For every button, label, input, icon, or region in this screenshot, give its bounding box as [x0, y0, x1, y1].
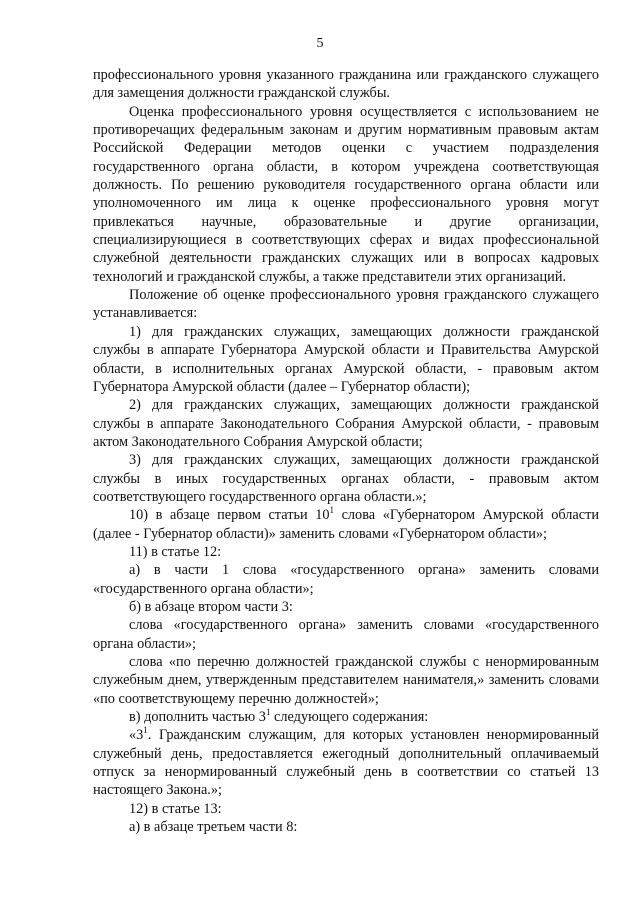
amendment-10 — [93, 506, 599, 543]
list-item-1: 1) для гражданских служащих, замещающих должности гражданской службы в аппарате Губернатора Амурской области и Правительства Амурской области, в исполнительных органах Амурской области, - правовым актом Губернатора Амурской области (далее – Губернатор области); — [93, 323, 599, 395]
new-part-3-1-text-cont: . Гражданским служащим, для которых установлен ненормированный служебный день, предоставляется ежегодный дополнительный оплачиваемый отпуск за ненормированный служебный день в соответствии со статьей 13 настоящего Закона.»; — [93, 727, 599, 799]
list-item-3: 3) для гражданских служащих, замещающих должности гражданской службы в иных государственных органах области, - правовым актом соответствующего государственного органа области.»; — [93, 452, 599, 505]
amendment-11b: б) в абзаце втором части 3: — [129, 598, 293, 615]
amendment-11v — [93, 708, 599, 726]
paragraph-regulation-intro: Положение об оценке профессионального уровня гражданского служащего устанавливается: — [93, 287, 599, 322]
amendment-11b-words-2: слова «по перечню должностей гражданской службы с ненормированным служебным днем, утвержденным представителем нанимателя,» заменить словами «по соответствующему перечню должностей»; — [93, 654, 599, 707]
paragraph-assessment-methods: Оценка профессионального уровня осуществляется с использованием не противоречащих федеральным законам и другим нормативным правовым актам Российской Федерации методов оценки с участием подразделения государственного органа области, в котором учреждена соответствующая должность. По решению руководителя государственного органа области или уполномоченного им лица к оценке профессионального уровня могут привлекаться научные, образовательные и другие организации, специализирующиеся в соответствующих сферах и видах профессиональной служебной деятельности гражданских служащих или в вопросах кадровых технологий и гражданской службы, а также представители этих организаций. — [93, 103, 599, 285]
superscript: 1 — [329, 505, 334, 516]
superscript: 1 — [265, 707, 271, 718]
amendment-10-text-cont: слова «Губернатором Амурской области (далее - Губернатор области)» заменить словами «Губернатором области»; — [93, 507, 599, 542]
amendment-11b-words-1: слова «государственного органа» заменить словами «государственного органа области»; — [93, 617, 599, 652]
amendment-12: 12) в статье 13: — [129, 800, 222, 817]
page-number: 5 — [316, 36, 324, 51]
list-item-2: 2) для гражданских служащих, замещающих должности гражданской службы в аппарате Законодательного Собрания Амурской области, - правовым актом Законодательного Собрания Амурской области; — [93, 397, 599, 450]
amendment-11a: а) в части 1 слова «государственного органа» заменить словами «государственного органа области»; — [93, 562, 599, 597]
new-part-3-1 — [93, 726, 599, 799]
amendment-11v-text: в) дополнить частью 3 — [129, 709, 266, 726]
amendment-11v-text-cont: следующего содержания: — [270, 709, 429, 726]
amendment-11: 11) в статье 12: — [129, 543, 222, 560]
new-part-3-1-text: «3 — [129, 727, 144, 744]
amendment-10-text: 10) в абзаце первом статьи 10 — [129, 507, 330, 524]
superscript: 1 — [143, 725, 148, 736]
paragraph-continuation: профессионального уровня указанного гражданина или гражданского служащего для замещения должности гражданской службы. — [93, 67, 599, 102]
document-body — [93, 66, 599, 836]
amendment-12a: а) в абзаце третьем части 8: — [129, 819, 298, 836]
